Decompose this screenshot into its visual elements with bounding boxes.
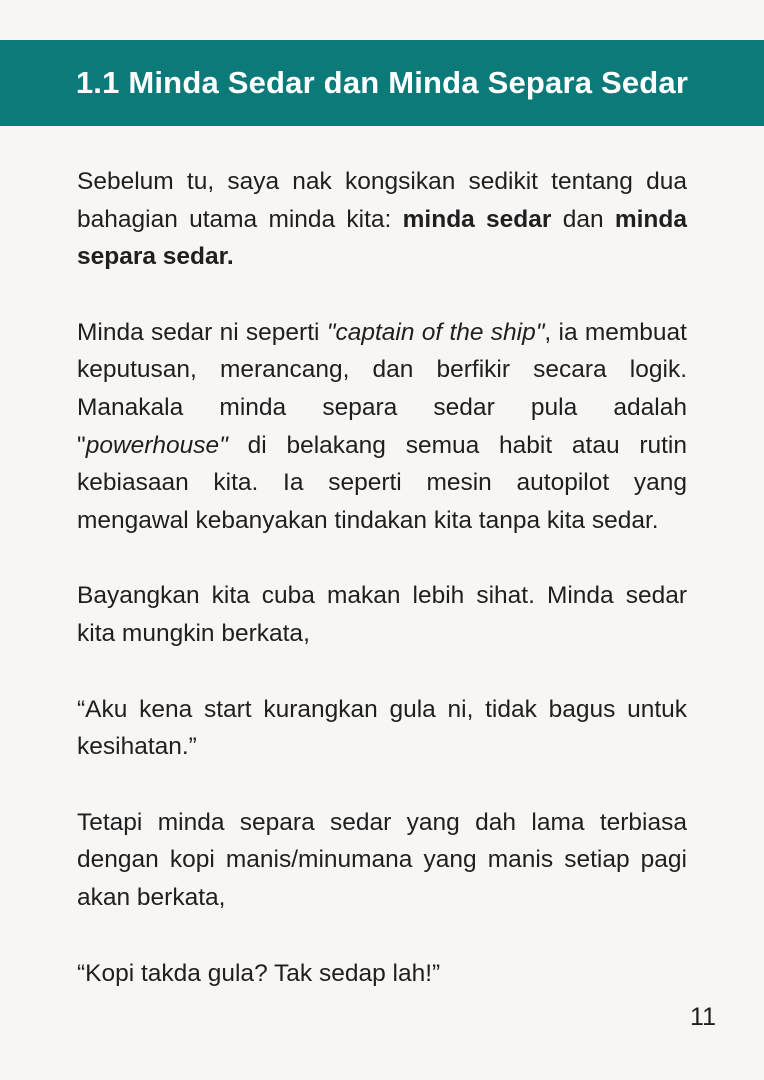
- paragraph-contrast: Tetapi minda separa sedar yang dah lama terbiasa dengan kopi manis/minumana yang manis setiap pagi akan berkata,: [77, 808, 687, 911]
- paragraph-definitions: [77, 314, 687, 540]
- paragraph-intro: [77, 163, 687, 276]
- paragraph-text: Minda sedar ni seperti: [77, 318, 327, 346]
- quote-subconscious: “Kopi takda gula? Tak sedap lah!”: [77, 959, 441, 987]
- paragraph-text: , ia membuat keputusan, merancang, dan berfikir secara logik. Manakala minda separa sedar pula adalah ": [77, 318, 687, 459]
- paragraph-text: dan: [551, 205, 615, 233]
- italic-phrase-captain: "captain of the ship": [326, 318, 545, 346]
- page-number: 11: [690, 1003, 716, 1031]
- bold-term-conscious-mind: minda sedar: [402, 205, 552, 233]
- bold-term-subconscious-mind: minda separa sedar.: [77, 205, 687, 271]
- paragraph-text: Sebelum tu, saya nak kongsikan sedikit tentang dua bahagian utama minda kita:: [77, 168, 687, 233]
- paragraph-example: Bayangkan kita cuba makan lebih sihat. Minda sedar kita mungkin berkata,: [77, 582, 687, 647]
- italic-phrase-powerhouse: powerhouse": [85, 431, 228, 459]
- body-text: [77, 163, 687, 992]
- section-header-band: [0, 40, 764, 126]
- paragraph-text: di belakang semua habit atau rutin kebiasaan kita. Ia seperti mesin autopilot yang mengawal kebanyakan tindakan kita tanpa kita sedar.: [77, 431, 687, 534]
- quote-conscious: “Aku kena start kurangkan gula ni, tidak bagus untuk kesihatan.”: [77, 695, 687, 761]
- section-title: 1.1 Minda Sedar dan Minda Separa Sedar: [75, 65, 689, 100]
